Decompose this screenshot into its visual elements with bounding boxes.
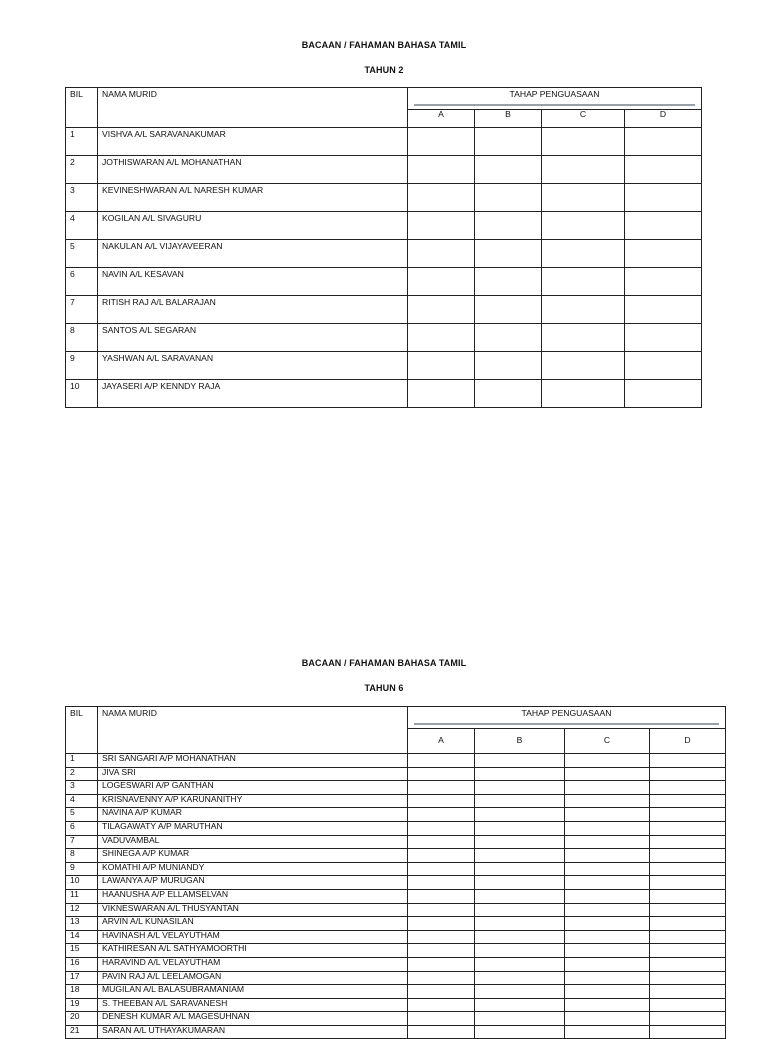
student-name: YASHWAN A/L SARAVANAN <box>98 352 408 380</box>
grade-cell[interactable] <box>475 156 542 184</box>
grade-cell[interactable] <box>565 835 650 849</box>
grade-cell[interactable] <box>650 849 726 863</box>
table-row <box>66 930 726 944</box>
grade-cell[interactable] <box>565 849 650 863</box>
grade-cell[interactable] <box>565 917 650 931</box>
grade-cell[interactable] <box>408 268 475 296</box>
grade-cell[interactable] <box>475 184 542 212</box>
grade-header: B <box>475 110 542 128</box>
section2-table <box>65 706 726 1039</box>
level-header-label: TAHAP PENGUASAAN <box>509 89 600 99</box>
table-row <box>66 957 726 971</box>
grade-header: C <box>542 110 625 128</box>
grade-cell[interactable] <box>475 903 565 917</box>
grade-cell[interactable] <box>408 808 475 822</box>
student-name: SARAN A/L UTHAYAKUMARAN <box>98 1025 408 1039</box>
section2-year: TAHUN 6 <box>364 683 404 693</box>
grade-header: D <box>650 729 726 754</box>
grade-cell[interactable] <box>542 380 625 408</box>
grade-cell[interactable] <box>475 971 565 985</box>
grade-cell[interactable] <box>650 889 726 903</box>
table-row <box>66 240 702 268</box>
grade-cell[interactable] <box>565 808 650 822</box>
grade-cell[interactable] <box>542 296 625 324</box>
grade-cell[interactable] <box>650 1012 726 1026</box>
grade-cell[interactable] <box>565 767 650 781</box>
header-divider <box>414 723 719 725</box>
table-row <box>66 352 702 380</box>
grade-cell[interactable] <box>542 352 625 380</box>
grade-cell[interactable] <box>650 903 726 917</box>
student-name: RITISH RAJ A/L BALARAJAN <box>98 296 408 324</box>
col-bil-header: BIL <box>66 707 98 754</box>
grade-cell[interactable] <box>475 268 542 296</box>
grade-cell[interactable] <box>475 957 565 971</box>
row-number: 19 <box>66 998 98 1012</box>
row-number: 5 <box>66 240 98 268</box>
grade-cell[interactable] <box>475 128 542 156</box>
section1-table <box>65 87 702 408</box>
grade-cell[interactable] <box>650 998 726 1012</box>
table-row <box>66 1025 726 1039</box>
table-row <box>66 862 726 876</box>
grade-cell[interactable] <box>650 821 726 835</box>
col-name-header: NAMA MURID <box>98 707 408 754</box>
student-name: NAVINA A/P KUMAR <box>98 808 408 822</box>
row-number: 11 <box>66 889 98 903</box>
grade-cell[interactable] <box>475 1025 565 1039</box>
grade-cell[interactable] <box>650 754 726 768</box>
grade-cell[interactable] <box>542 184 625 212</box>
grade-cell[interactable] <box>565 998 650 1012</box>
grade-cell[interactable] <box>542 128 625 156</box>
grade-cell[interactable] <box>408 849 475 863</box>
grade-cell[interactable] <box>475 998 565 1012</box>
grade-cell[interactable] <box>625 212 702 240</box>
table-row <box>66 944 726 958</box>
grade-cell[interactable] <box>475 296 542 324</box>
student-name: VIKNESWARAN A/L THUSYANTAN <box>98 903 408 917</box>
table-row <box>66 808 726 822</box>
grade-cell[interactable] <box>650 930 726 944</box>
grade-cell[interactable] <box>650 794 726 808</box>
student-name: VADUVAMBAL <box>98 835 408 849</box>
grade-cell[interactable] <box>475 380 542 408</box>
grade-cell[interactable] <box>408 156 475 184</box>
student-name: PAVIN RAJ A/L LEELAMOGAN <box>98 971 408 985</box>
table-row <box>66 212 702 240</box>
table-row <box>66 876 726 890</box>
row-number: 9 <box>66 862 98 876</box>
grade-cell[interactable] <box>625 156 702 184</box>
grade-cell[interactable] <box>408 930 475 944</box>
col-level-header <box>408 707 726 729</box>
student-name: NAKULAN A/L VIJAYAVEERAN <box>98 240 408 268</box>
grade-cell[interactable] <box>650 917 726 931</box>
grade-cell[interactable] <box>408 917 475 931</box>
grade-cell[interactable] <box>408 1025 475 1039</box>
student-name: SHINEGA A/P KUMAR <box>98 849 408 863</box>
row-number: 2 <box>66 767 98 781</box>
table-row <box>66 835 726 849</box>
grade-cell[interactable] <box>542 156 625 184</box>
grade-cell[interactable] <box>408 754 475 768</box>
header-divider <box>414 104 695 106</box>
grade-cell[interactable] <box>475 1012 565 1026</box>
grade-cell[interactable] <box>542 240 625 268</box>
row-number: 1 <box>66 128 98 156</box>
row-number: 6 <box>66 268 98 296</box>
grade-cell[interactable] <box>542 212 625 240</box>
student-name: JOTHISWARAN A/L MOHANATHAN <box>98 156 408 184</box>
section2-title: BACAAN / FAHAMAN BAHASA TAMIL <box>301 658 467 668</box>
grade-cell[interactable] <box>565 781 650 795</box>
grade-cell[interactable] <box>625 128 702 156</box>
student-name: KRISNAVENNY A/P KARUNANITHY <box>98 794 408 808</box>
grade-cell[interactable] <box>650 957 726 971</box>
grade-cell[interactable] <box>565 794 650 808</box>
grade-cell[interactable] <box>565 862 650 876</box>
row-number: 15 <box>66 944 98 958</box>
grade-cell[interactable] <box>475 985 565 999</box>
grade-cell[interactable] <box>475 794 565 808</box>
grade-cell[interactable] <box>475 849 565 863</box>
grade-cell[interactable] <box>650 876 726 890</box>
grade-cell[interactable] <box>650 862 726 876</box>
grade-cell[interactable] <box>650 944 726 958</box>
table-row <box>66 794 726 808</box>
student-name: HAANUSHA A/P ELLAMSELVAN <box>98 889 408 903</box>
grade-cell[interactable] <box>475 821 565 835</box>
col-bil-header: BIL <box>66 88 98 128</box>
student-name: TILAGAWATY A/P MARUTHAN <box>98 821 408 835</box>
row-number: 7 <box>66 296 98 324</box>
grade-cell[interactable] <box>408 184 475 212</box>
grade-cell[interactable] <box>650 808 726 822</box>
grade-header: A <box>408 110 475 128</box>
grade-cell[interactable] <box>408 352 475 380</box>
grade-cell[interactable] <box>625 380 702 408</box>
student-name: SRI SANGARI A/P MOHANATHAN <box>98 754 408 768</box>
grade-cell[interactable] <box>475 767 565 781</box>
row-number: 4 <box>66 212 98 240</box>
grade-cell[interactable] <box>408 971 475 985</box>
row-number: 21 <box>66 1025 98 1039</box>
grade-cell[interactable] <box>408 985 475 999</box>
grade-cell[interactable] <box>565 1012 650 1026</box>
grade-cell[interactable] <box>408 380 475 408</box>
grade-cell[interactable] <box>625 324 702 352</box>
grade-cell[interactable] <box>565 821 650 835</box>
table-row <box>66 754 726 768</box>
table-row <box>66 380 702 408</box>
row-number: 17 <box>66 971 98 985</box>
table-row <box>66 998 726 1012</box>
grade-cell[interactable] <box>650 985 726 999</box>
student-name: VISHVA A/L SARAVANAKUMAR <box>98 128 408 156</box>
grade-cell[interactable] <box>565 876 650 890</box>
row-number: 10 <box>66 876 98 890</box>
table-row <box>66 971 726 985</box>
student-name: JAYASERI A/P KENNDY RAJA <box>98 380 408 408</box>
student-name: KOGILAN A/L SIVAGURU <box>98 212 408 240</box>
grade-cell[interactable] <box>475 889 565 903</box>
grade-cell[interactable] <box>565 1025 650 1039</box>
col-name-header: NAMA MURID <box>98 88 408 128</box>
grade-cell[interactable] <box>565 889 650 903</box>
table-row <box>66 156 702 184</box>
row-number: 8 <box>66 324 98 352</box>
row-number: 6 <box>66 821 98 835</box>
table-row <box>66 917 726 931</box>
student-name: JIVA SRI <box>98 767 408 781</box>
grade-cell[interactable] <box>650 767 726 781</box>
grade-cell[interactable] <box>650 781 726 795</box>
row-number: 7 <box>66 835 98 849</box>
table-row <box>66 889 726 903</box>
row-number: 5 <box>66 808 98 822</box>
grade-cell[interactable] <box>625 184 702 212</box>
grade-cell[interactable] <box>408 781 475 795</box>
grade-cell[interactable] <box>625 268 702 296</box>
grade-cell[interactable] <box>650 835 726 849</box>
grade-cell[interactable] <box>625 240 702 268</box>
row-number: 12 <box>66 903 98 917</box>
row-number: 1 <box>66 754 98 768</box>
grade-header: A <box>408 729 475 754</box>
grade-cell[interactable] <box>475 944 565 958</box>
table-row <box>66 296 702 324</box>
grade-cell[interactable] <box>650 971 726 985</box>
row-number: 20 <box>66 1012 98 1026</box>
grade-cell[interactable] <box>565 944 650 958</box>
grade-header: D <box>625 110 702 128</box>
student-name: HARAVIND A/L VELAYUTHAM <box>98 957 408 971</box>
table-row <box>66 985 726 999</box>
table-row <box>66 184 702 212</box>
grade-cell[interactable] <box>565 957 650 971</box>
grade-cell[interactable] <box>408 862 475 876</box>
student-name: NAVIN A/L KESAVAN <box>98 268 408 296</box>
grade-cell[interactable] <box>475 352 542 380</box>
student-name: S. THEEBAN A/L SARAVANESH <box>98 998 408 1012</box>
grade-cell[interactable] <box>565 971 650 985</box>
table-row <box>66 268 702 296</box>
grade-cell[interactable] <box>475 862 565 876</box>
grade-header: C <box>565 729 650 754</box>
row-number: 10 <box>66 380 98 408</box>
row-number: 9 <box>66 352 98 380</box>
grade-cell[interactable] <box>408 324 475 352</box>
grade-cell[interactable] <box>475 835 565 849</box>
grade-cell[interactable] <box>475 930 565 944</box>
grade-cell[interactable] <box>408 128 475 156</box>
grade-cell[interactable] <box>475 324 542 352</box>
student-name: HAVINASH A/L VELAYUTHAM <box>98 930 408 944</box>
grade-cell[interactable] <box>542 324 625 352</box>
student-name: KOMATHI A/P MUNIANDY <box>98 862 408 876</box>
row-number: 3 <box>66 184 98 212</box>
grade-cell[interactable] <box>408 212 475 240</box>
row-number: 16 <box>66 957 98 971</box>
student-name: KEVINESHWARAN A/L NARESH KUMAR <box>98 184 408 212</box>
grade-cell[interactable] <box>475 240 542 268</box>
col-level-header <box>408 88 702 110</box>
grade-cell[interactable] <box>408 889 475 903</box>
grade-cell[interactable] <box>625 352 702 380</box>
student-name: MUGILAN A/L BALASUBRAMANIAM <box>98 985 408 999</box>
grade-cell[interactable] <box>408 767 475 781</box>
row-number: 8 <box>66 849 98 863</box>
grade-cell[interactable] <box>475 781 565 795</box>
grade-cell[interactable] <box>475 808 565 822</box>
grade-cell[interactable] <box>408 296 475 324</box>
grade-cell[interactable] <box>408 240 475 268</box>
table-row <box>66 903 726 917</box>
student-name: LOGESWARI A/P GANTHAN <box>98 781 408 795</box>
row-number: 13 <box>66 917 98 931</box>
student-name: LAWANYA A/P MURUGAN <box>98 876 408 890</box>
grade-cell[interactable] <box>408 876 475 890</box>
grade-cell[interactable] <box>475 212 542 240</box>
grade-cell[interactable] <box>408 794 475 808</box>
student-name: KATHIRESAN A/L SATHYAMOORTHI <box>98 944 408 958</box>
grade-cell[interactable] <box>408 944 475 958</box>
grade-cell[interactable] <box>650 1025 726 1039</box>
grade-header: B <box>475 729 565 754</box>
grade-cell[interactable] <box>565 930 650 944</box>
row-number: 18 <box>66 985 98 999</box>
grade-cell[interactable] <box>475 876 565 890</box>
table-row <box>66 767 726 781</box>
grade-cell[interactable] <box>475 917 565 931</box>
grade-cell[interactable] <box>408 903 475 917</box>
grade-cell[interactable] <box>625 296 702 324</box>
row-number: 2 <box>66 156 98 184</box>
grade-cell[interactable] <box>542 268 625 296</box>
grade-cell[interactable] <box>565 754 650 768</box>
table-row <box>66 1012 726 1026</box>
grade-cell[interactable] <box>408 835 475 849</box>
row-number: 4 <box>66 794 98 808</box>
level-header-label: TAHAP PENGUASAAN <box>521 708 612 718</box>
grade-cell[interactable] <box>408 821 475 835</box>
row-number: 3 <box>66 781 98 795</box>
grade-cell[interactable] <box>408 957 475 971</box>
grade-cell[interactable] <box>408 998 475 1012</box>
row-number: 14 <box>66 930 98 944</box>
table-row <box>66 821 726 835</box>
section1-title: BACAAN / FAHAMAN BAHASA TAMIL <box>301 40 467 50</box>
section1-year: TAHUN 2 <box>364 65 404 75</box>
grade-cell[interactable] <box>565 903 650 917</box>
student-name: DENESH KUMAR A/L MAGESUHNAN <box>98 1012 408 1026</box>
grade-cell[interactable] <box>565 985 650 999</box>
table-row <box>66 781 726 795</box>
student-name: ARVIN A/L KUNASILAN <box>98 917 408 931</box>
table-row <box>66 128 702 156</box>
table-row <box>66 324 702 352</box>
grade-cell[interactable] <box>475 754 565 768</box>
student-name: SANTOS A/L SEGARAN <box>98 324 408 352</box>
grade-cell[interactable] <box>408 1012 475 1026</box>
table-row <box>66 849 726 863</box>
